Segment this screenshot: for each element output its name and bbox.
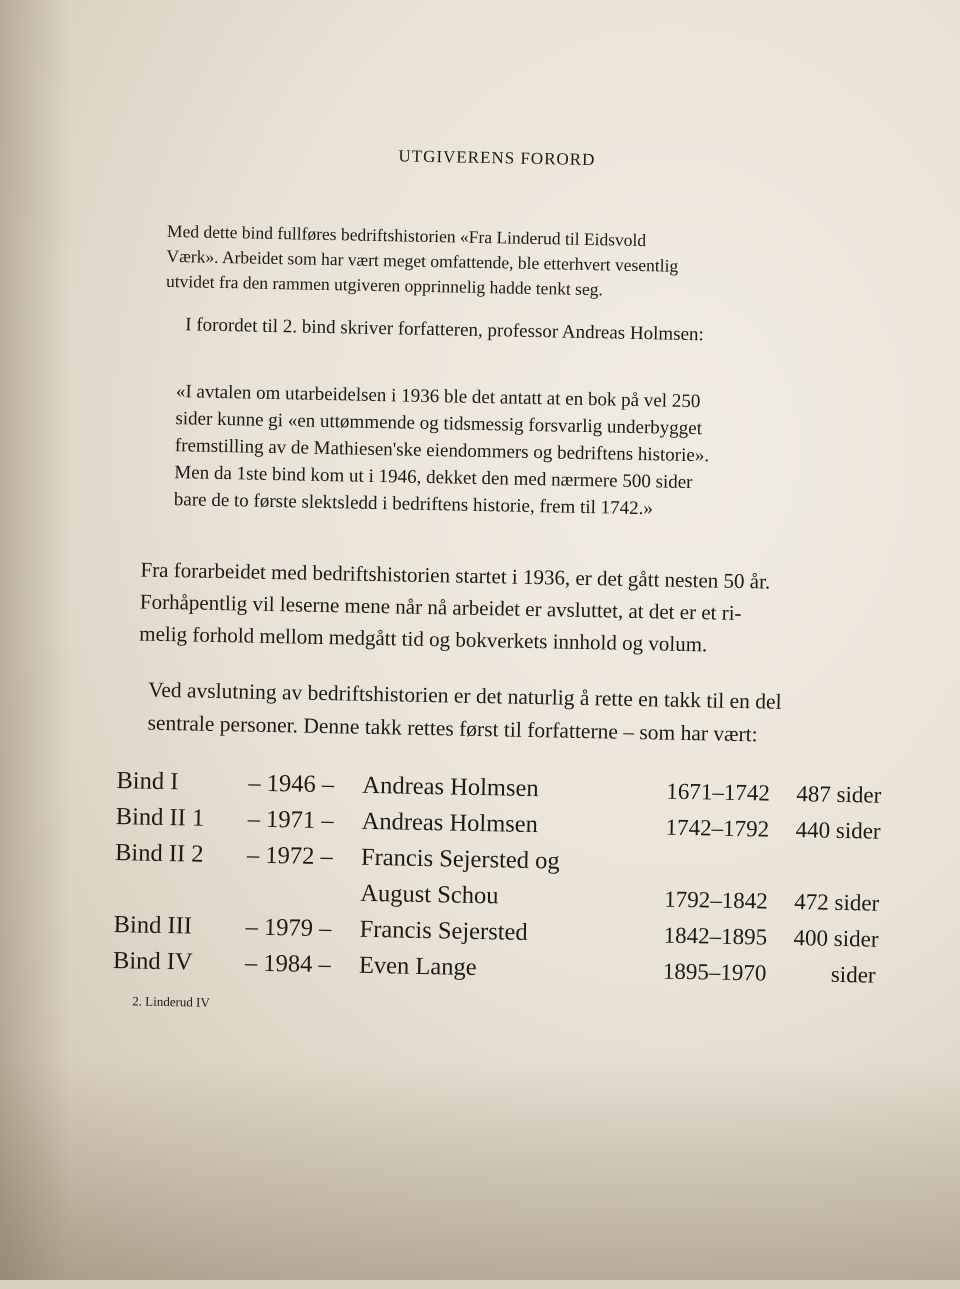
volume-bind: Bind IV [112, 947, 193, 976]
volume-bind: Bind I [116, 767, 179, 796]
intro-line: Værk». Arbeidet som har vært meget omfattende, ble etterhvert vesentlig [166, 245, 679, 276]
volume-pages: 400 sider [793, 925, 879, 952]
volume-pages: 440 sider [795, 817, 881, 844]
volume-author: August Schou [360, 879, 499, 910]
volume-period: 1842–1895 [663, 922, 768, 950]
volume-year: – 1979 – [245, 913, 332, 943]
intro-line: Med dette bind fullføres bedriftshistorien «Fra Linderud til Eidsvold [166, 220, 647, 251]
quote-line: «I avtalen om utarbeidelsen i 1936 ble det antatt at en bok på vel 250 [175, 381, 701, 413]
quote-line: Men da 1ste bind kom ut i 1946, dekket den med nærmere 500 sider [174, 462, 693, 494]
quote-line: fremstilling av de Mathiesen'ske eiendommers og bedriftens historie». [174, 435, 710, 467]
volume-author: Andreas Holmsen [362, 771, 539, 803]
volume-period: 1792–1842 [664, 886, 769, 914]
volume-list [103, 763, 927, 995]
thanks-paragraph [147, 674, 928, 755]
volume-bind: Bind II 2 [114, 839, 204, 868]
history-paragraph [139, 553, 921, 664]
volume-period: 1742–1792 [665, 814, 770, 842]
volume-author: Even Lange [358, 951, 477, 982]
history-line: Fra forarbeidet med bedriftshistorien startet i 1936, er det gått nesten 50 år. [140, 557, 771, 594]
volume-period: 1895–1970 [662, 958, 767, 986]
history-line: melig forhold mellom medgått tid og bokverkets innhold og volum. [139, 621, 708, 657]
preface-reference: I forordet til 2. bind skriver forfatteren, professor Andreas Holmsen: [185, 314, 705, 346]
thanks-line: Ved avslutning av bedriftshistorien er det naturlig å rette en takk til en del [147, 677, 782, 714]
quote-paragraph [174, 378, 896, 527]
volume-pages: 472 sider [794, 889, 880, 916]
quote-line: bare de to første slektsledd i bedriftens historie, frem til 1742.» [173, 489, 654, 520]
thanks-line: sentrale personer. Denne takk rettes først til forfatterne – som har vært: [147, 710, 758, 747]
volume-pages: sider [830, 961, 876, 988]
volume-year: – 1971 – [247, 805, 334, 835]
volume-bind: Bind II 1 [115, 803, 205, 832]
volume-period: 1671–1742 [666, 778, 771, 806]
volume-year: – 1972 – [246, 841, 334, 871]
quote-line: sider kunne gi «en uttømmende og tidsmessig forsvarlig underbygget [175, 408, 703, 440]
volume-author: Andreas Holmsen [361, 807, 539, 839]
volume-year: – 1984 – [244, 949, 331, 979]
volume-pages: 487 sider [796, 781, 882, 808]
page-title: UTGIVERENS FORORD [398, 146, 596, 170]
intro-line: utvidet fra den rammen utgiveren opprinnelig hadde tenkt seg. [165, 270, 604, 300]
volume-author: Francis Sejersted og [360, 843, 560, 875]
page-footer: 2. Linderud IV [132, 993, 210, 1010]
intro-paragraph [166, 219, 867, 307]
volume-author: Francis Sejersted [359, 915, 528, 946]
volume-bind: Bind III [113, 911, 193, 940]
history-line: Forhåpentlig vil leserne mene når nå arbeidet er avsluttet, at det er et ri- [139, 589, 742, 626]
volume-year: – 1946 – [248, 769, 335, 799]
